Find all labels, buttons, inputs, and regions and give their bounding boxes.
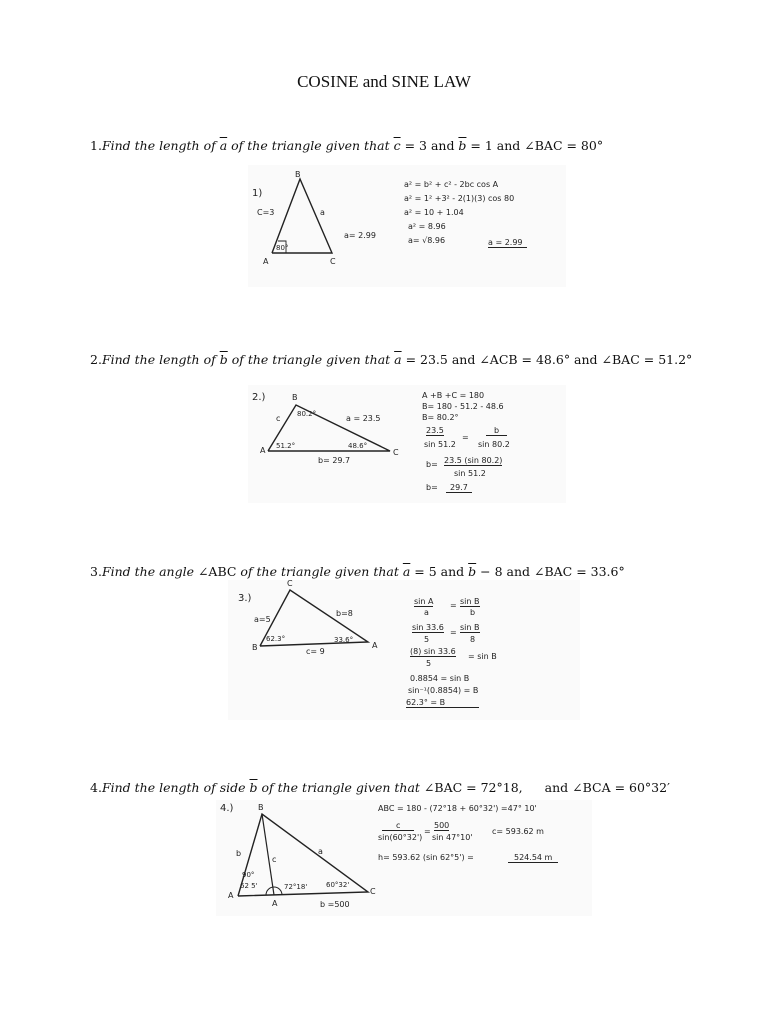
problem-1-worked-solution: 1) B C=3 a a= 2.99 80° A C a² = b² + c² - 2bc cos A a² = 1² +3² - 2(1)(3) cos 80 a² = 10 + 1.04 a² = 8.96 a= √8.96 a = 2.99 <box>248 165 566 287</box>
problem-2-worked-solution: 2.) B c 80.2° a = 23.5 51.2° 48.6° A C b= 29.7 A +B +C = 180 B= 180 - 51.2 - 48.6 B= 80.2° 23.5 sin 51.2 = b sin 80.2 b= 23.5 (sin 80.2) sin 51.2 b= 29.7 <box>248 385 566 503</box>
problem-3-triangle <box>228 580 580 720</box>
problem-4-statement: 4.Find the length of side $\overline{b}$ of the triangle given that ∠BAC = 72°18, and ∠BCA = 60°32′ <box>90 780 670 795</box>
problem-3-worked-solution: 3.) C a=5 b=8 62.3° 33.6° B A c= 9 sin A a = sin B b sin 33.6 5 = sin B 8 (8) sin 33.6 5 = sin B 0.8854 = sin B sin⁻¹(0.8854) = B 62.3° = B <box>228 580 580 720</box>
problem-1-statement: 1.Find the length of $\overline{a}$ of the triangle given that $\overline{c} = 3$ and $\overline{b} = 1$ and ∠BAC = 80° <box>90 138 604 153</box>
problem-2-triangle <box>248 385 566 503</box>
problem-2-statement: 2.Find the length of $\overline{b}$ of the triangle given that $\overline{a} = 23.5$ and ∠ACB = 48.6° and ∠BAC = 51.2° <box>90 352 693 367</box>
problem-3-statement: 3.Find the angle ∠ABC of the triangle given that $\overline{a} = 5$ and $\overline{b} - 8$ and ∠BAC = 33.6° <box>90 564 625 579</box>
page-title: COSINE and SINE LAW <box>297 72 471 91</box>
problem-4-worked-solution: 4.) B b c a 90° 62 5' 72°18' 60°32' A A C b =500 ABC = 180 - (72°18 + 60°32') =47° 10' c sin(60°32') = 500 sin 47°10' c= 593.62 m h= 593.62 (sin 62°5') = 524.54 m <box>216 800 592 916</box>
